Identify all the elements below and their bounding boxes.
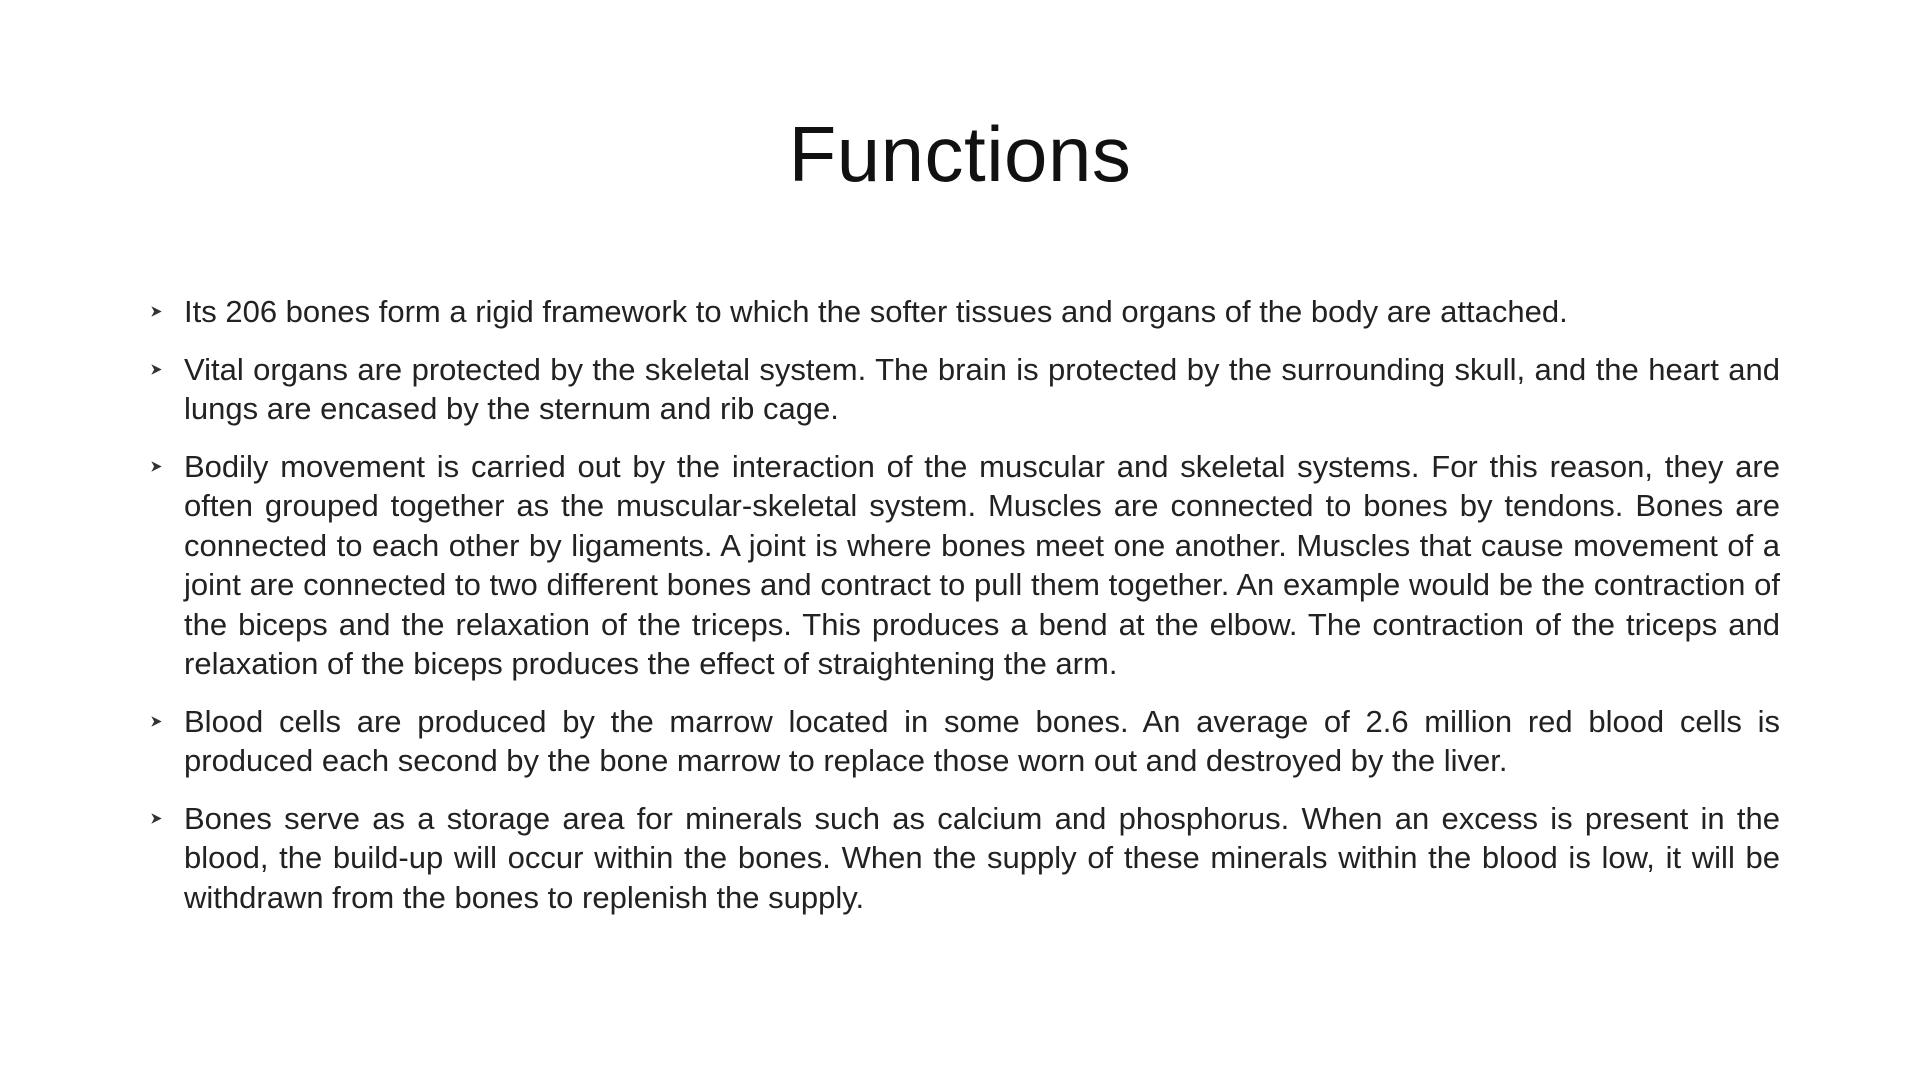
- bullet-text: Bones serve as a storage area for minerals such as calcium and phosphorus. When an excess is present in the blood, the build-up will occur within the bones. When the supply of these minerals within the blood is low, it will be withdrawn from the bones to replenish the supply.: [184, 800, 1780, 915]
- bullet-item-4: [140, 702, 1780, 781]
- bullet-item-3: [140, 447, 1780, 684]
- arrowhead-bullet-icon: [144, 702, 168, 741]
- bullet-text: Vital organs are protected by the skeletal system. The brain is protected by the surrounding skull, and the heart and lungs are encased by the sternum and rib cage.: [184, 351, 1780, 426]
- bullet-item-2: [140, 350, 1780, 429]
- bullet-text: Its 206 bones form a rigid framework to which the softer tissues and organs of the body are attached.: [184, 294, 1568, 329]
- bullet-item-1: [140, 292, 1780, 332]
- slide-title: Functions: [788, 110, 1132, 198]
- bullet-list: [140, 292, 1780, 935]
- bullet-text: Blood cells are produced by the marrow located in some bones. An average of 2.6 million red blood cells is produced each second by the bone marrow to replace those worn out and destroyed by the liver.: [184, 703, 1780, 778]
- arrowhead-bullet-icon: [144, 447, 168, 486]
- arrowhead-bullet-icon: [144, 799, 168, 838]
- arrowhead-bullet-icon: [144, 350, 168, 389]
- bullet-text: Bodily movement is carried out by the interaction of the muscular and skeletal systems. For this reason, they are often grouped together as the muscular-skeletal system. Muscles are connected to bones by tendons. Bones are connected to each other by ligaments. A joint is where bones meet one another. Muscles that cause movement of a joint are connected to two different bones and contract to pull them together. An example would be the contraction of the biceps and the relaxation of the triceps. This produces a bend at the elbow. The contraction of the triceps and relaxation of the biceps produces the effect of straightening the arm.: [184, 448, 1780, 681]
- arrowhead-bullet-icon: [144, 292, 168, 331]
- bullet-item-5: [140, 799, 1780, 918]
